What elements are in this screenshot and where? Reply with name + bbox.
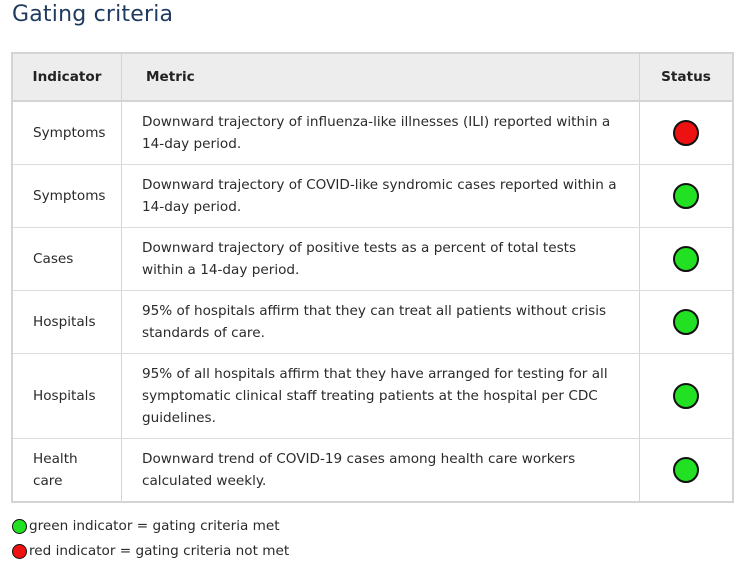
status-indicator-icon [673,120,699,146]
metric-cell: Downward trend of COVID-19 cases among health care workers calculated weekly. [122,438,640,501]
indicator-cell: Hospitals [13,290,122,353]
red-dot-icon [12,544,27,559]
status-cell [640,353,733,438]
status-cell [640,164,733,227]
table-row [13,164,732,227]
table-header-row [13,54,732,101]
metric-cell: Downward trajectory of COVID-like syndromic cases reported within a 14-day period. [122,164,640,227]
status-indicator-icon [673,383,699,409]
legend-green [12,518,280,534]
column-header-indicator: Indicator [13,54,122,101]
gating-criteria-table [11,52,734,503]
table-row [13,353,732,438]
legend-green-label: green indicator = gating criteria met [29,518,280,534]
page-title: Gating criteria [12,2,174,27]
status-cell [640,227,733,290]
indicator-cell: Hospitals [13,353,122,438]
indicator-cell: Health care [13,438,122,501]
status-cell [640,290,733,353]
legend-red-label: red indicator = gating criteria not met [29,543,290,559]
indicator-cell: Symptoms [13,101,122,164]
metric-cell: Downward trajectory of positive tests as a percent of total tests within a 14-day period. [122,227,640,290]
legend-red [12,543,289,559]
table-row [13,101,732,164]
status-indicator-icon [673,246,699,272]
table-row [13,438,732,501]
column-header-metric: Metric [122,54,640,101]
status-cell [640,438,733,501]
indicator-cell: Symptoms [13,164,122,227]
status-indicator-icon [673,309,699,335]
table-row [13,290,732,353]
indicator-cell: Cases [13,227,122,290]
table-row [13,227,732,290]
metric-cell: 95% of hospitals affirm that they can treat all patients without crisis standards of care. [122,290,640,353]
column-header-status: Status [640,54,733,101]
status-indicator-icon [673,457,699,483]
green-dot-icon [12,519,27,534]
metric-cell: Downward trajectory of influenza-like illnesses (ILI) reported within a 14-day period. [122,101,640,164]
status-cell [640,101,733,164]
metric-cell: 95% of all hospitals affirm that they have arranged for testing for all symptomatic clinical staff treating patients at the hospital per CDC guidelines. [122,353,640,438]
status-indicator-icon [673,183,699,209]
